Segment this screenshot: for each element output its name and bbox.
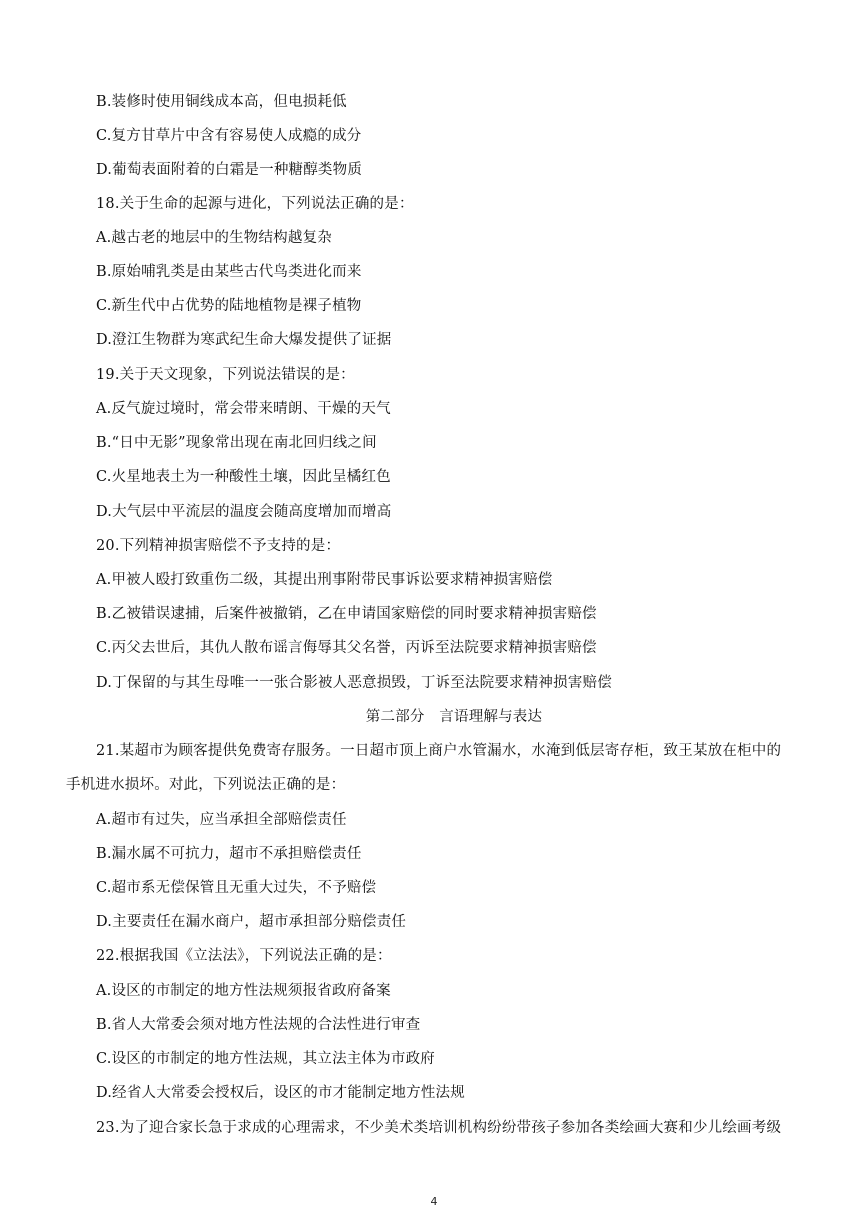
page-number: 4 [430, 1195, 438, 1208]
q20-stem: 20.下列精神损害赔偿不予支持的是： [96, 538, 341, 554]
q17-option-d: D.葡萄表面附着的白霜是一种糖醇类物质 [96, 162, 363, 178]
q19-option-c: C.火星地表土为一种酸性土壤，因此呈橘红色 [96, 469, 391, 485]
section-title: 第二部分 言语理解与表达 [365, 709, 543, 725]
q21-option-c: C.超市系无偿保管且无重大过失，不予赔偿 [96, 880, 377, 896]
q20-option-c: C.丙父去世后，其仇人散布谣言侮辱其父名誉，丙诉至法院要求精神损害赔偿 [96, 640, 597, 656]
q18-stem: 18.关于生命的起源与进化，下列说法正确的是： [96, 196, 414, 212]
q19-option-a: A.反气旋过境时，常会带来晴朗、干燥的天气 [96, 401, 391, 417]
q21-stem-line2: 手机进水损坏。对此，下列说法正确的是： [66, 777, 346, 793]
q22-option-b: B.省人大常委会须对地方性法规的合法性进行审查 [96, 1017, 421, 1033]
q18-option-a: A.越古老的地层中的生物结构越复杂 [96, 230, 332, 246]
q22-option-d: D.经省人大常委会授权后，设区的市才能制定地方性法规 [96, 1085, 465, 1101]
q20-option-a: A.甲被人殴打致重伤二级，其提出刑事附带民事诉讼要求精神损害赔偿 [96, 572, 553, 588]
q21-option-d: D.主要责任在漏水商户，超市承担部分赔偿责任 [96, 914, 407, 930]
q21-option-b: B.漏水属不可抗力，超市不承担赔偿责任 [96, 846, 362, 862]
q19-stem: 19.关于天文现象，下列说法错误的是： [96, 367, 355, 383]
q23-stem-line1: 23.为了迎合家长急于求成的心理需求，不少美术类培训机构纷纷带孩子参加各类绘画大赛和少儿绘画考级 [96, 1120, 782, 1136]
q17-option-b: B.装修时使用铜线成本高，但电损耗低 [96, 94, 347, 110]
q19-option-b: B.“日中无影”现象常出现在南北回归线之间 [96, 435, 377, 451]
q20-option-b: B.乙被错误逮捕，后案件被撤销，乙在申请国家赔偿的同时要求精神损害赔偿 [96, 606, 597, 622]
q21-option-a: A.超市有过失，应当承担全部赔偿责任 [96, 812, 347, 828]
q22-stem: 22.根据我国《立法法》，下列说法正确的是： [96, 948, 392, 964]
q18-option-c: C.新生代中占优势的陆地植物是裸子植物 [96, 298, 362, 314]
q20-option-d: D.丁保留的与其生母唯一一张合影被人恶意损毁，丁诉至法院要求精神损害赔偿 [96, 675, 612, 691]
q18-option-b: B.原始哺乳类是由某些古代鸟类进化而来 [96, 264, 362, 280]
q22-option-a: A.设区的市制定的地方性法规须报省政府备案 [96, 983, 391, 999]
q17-option-c: C.复方甘草片中含有容易使人成瘾的成分 [96, 128, 362, 144]
q18-option-d: D.澄江生物群为寒武纪生命大爆发提供了证据 [96, 332, 392, 348]
q22-option-c: C.设区的市制定的地方性法规，其立法主体为市政府 [96, 1051, 435, 1067]
q21-stem-line1: 21.某超市为顾客提供免费寄存服务。一日超市顶上商户水管漏水，水淹到低层寄存柜，致王某放在柜中的 [96, 743, 782, 759]
q19-option-d: D.大气层中平流层的温度会随高度增加而增高 [96, 504, 392, 520]
